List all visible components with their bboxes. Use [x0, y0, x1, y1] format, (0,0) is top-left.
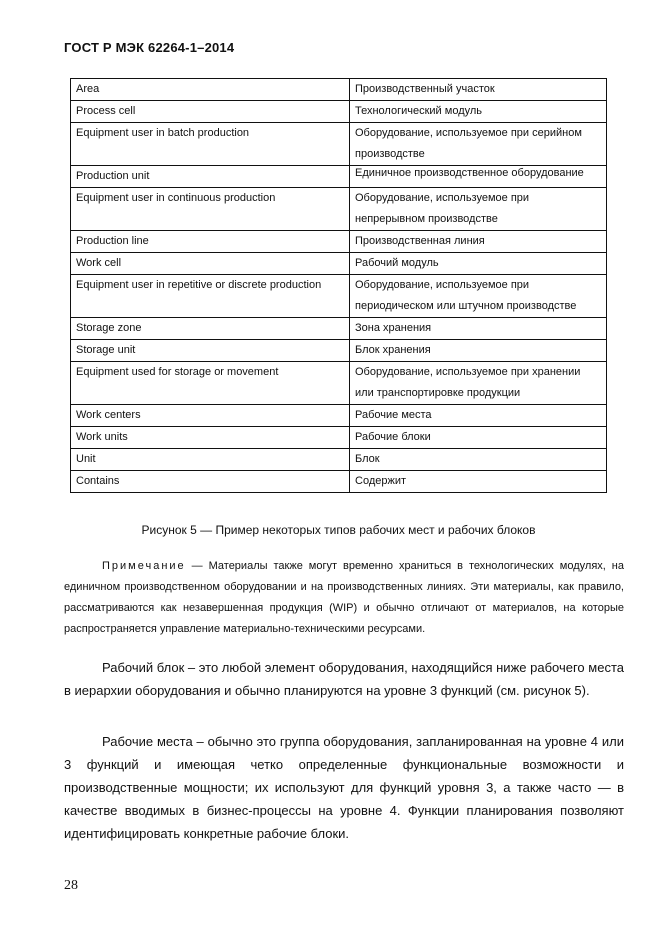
table-row: [71, 275, 607, 318]
table-row: [71, 318, 607, 340]
term-russian: Рабочие места: [350, 405, 607, 427]
term-english: Work centers: [71, 405, 350, 427]
table-row: [71, 471, 607, 493]
term-english: Area: [71, 79, 350, 101]
term-english: Production unit: [71, 166, 350, 188]
table-row: [71, 253, 607, 275]
document-header: ГОСТ Р МЭК 62264-1–2014: [64, 40, 235, 55]
page-number: 28: [64, 878, 78, 893]
term-english: Production line: [71, 231, 350, 253]
table-row: [71, 166, 607, 188]
note-paragraph: [64, 556, 624, 640]
term-english: Work cell: [71, 253, 350, 275]
term-russian: Единичное производственное оборудование: [350, 166, 607, 188]
note-label: Примечание: [102, 560, 186, 572]
note-text: — Материалы также могут временно храниться в технологических модулях, на единичном производственном оборудовании и на производственных линиях. Эти материалы, как правило, рассматриваются как незавершенная продукция (WIP) и обычно отличают от материалов, на которые распространяется управление материально-техническими ресурсами.: [64, 560, 624, 635]
term-english: Equipment user in continuous production: [71, 188, 350, 231]
term-english: Work units: [71, 427, 350, 449]
term-russian: Технологический модуль: [350, 101, 607, 123]
term-russian: Оборудование, используемое при непрерывном производстве: [350, 188, 607, 231]
term-russian: Производственная линия: [350, 231, 607, 253]
term-russian: Производственный участок: [350, 79, 607, 101]
table-row: [71, 123, 607, 166]
table-row: [71, 79, 607, 101]
term-english: Equipment user in repetitive or discrete production: [71, 275, 350, 318]
body-paragraph-work-centers: Рабочие места – обычно это группа оборудования, запланированная на уровне 4 или 3 функций и имеющая четко определенные функциональные возможности и производственные мощности; их используют для функций уровня 3, а также часто — в качестве вводимых в бизнес-процессы на уровне 4. Функции планирования позволяют идентифицировать конкретные рабочие блоки.: [64, 734, 624, 841]
body-paragraph-work-unit: Рабочий блок – это любой элемент оборудования, находящийся ниже рабочего места в иерархии оборудования и обычно планируются на уровне 3 функций (см. рисунок 5).: [64, 660, 624, 698]
term-russian: Содержит: [350, 471, 607, 493]
term-english: Contains: [71, 471, 350, 493]
table-row: [71, 405, 607, 427]
term-english: Unit: [71, 449, 350, 471]
term-russian: Блок хранения: [350, 340, 607, 362]
table-row: [71, 340, 607, 362]
term-english: Equipment used for storage or movement: [71, 362, 350, 405]
term-russian: Рабочий модуль: [350, 253, 607, 275]
term-english: Process cell: [71, 101, 350, 123]
term-russian: Оборудование, используемое при хранении или транспортировке продукции: [350, 362, 607, 405]
term-english: Storage unit: [71, 340, 350, 362]
term-english: Storage zone: [71, 318, 350, 340]
term-russian: Оборудование, используемое при серийном производстве: [350, 123, 607, 166]
table-row: [71, 449, 607, 471]
term-russian: Оборудование, используемое при периодическом или штучном производстве: [350, 275, 607, 318]
terms-table: [70, 78, 607, 493]
table-row: [71, 231, 607, 253]
table-row: [71, 101, 607, 123]
term-russian: Блок: [350, 449, 607, 471]
table-row: [71, 362, 607, 405]
figure-caption: Рисунок 5 — Пример некоторых типов рабочих мест и рабочих блоков: [141, 523, 536, 537]
table-row: [71, 188, 607, 231]
term-english: Equipment user in batch production: [71, 123, 350, 166]
term-russian: Рабочие блоки: [350, 427, 607, 449]
term-russian: Зона хранения: [350, 318, 607, 340]
table-row: [71, 427, 607, 449]
